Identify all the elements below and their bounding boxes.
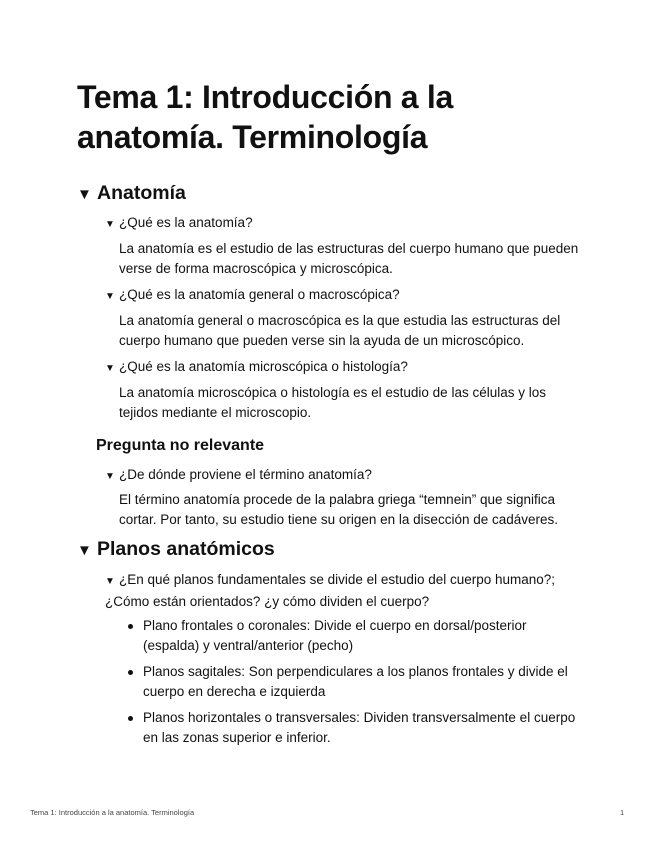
question-text: ¿Qué es la anatomía microscópica o histología? <box>119 359 408 374</box>
bullet-icon <box>128 670 133 675</box>
section-heading-anatomia[interactable] <box>77 181 186 207</box>
page-title: Tema 1: Introducción a la anatomía. Terminología <box>77 79 453 155</box>
list-item <box>143 616 583 656</box>
toggle-question[interactable] <box>105 465 372 487</box>
answer-text: La anatomía microscópica o histología es el estudio de las células y los tejidos mediante el microscopio. <box>119 385 546 420</box>
list-item-text: Planos sagitales: Son perpendiculares a los planos frontales y divide el cuerpo en derecha e izquierda <box>143 664 568 699</box>
question-text: ¿De dónde proviene el término anatomía? <box>119 467 372 482</box>
subsection-heading-no-relevante: Pregunta no relevante <box>96 437 265 454</box>
toggle-triangle-icon[interactable]: ▼ <box>105 291 115 302</box>
toggle-question[interactable] <box>105 570 585 612</box>
bullet-icon <box>128 716 133 721</box>
list-item-text: Plano frontales o coronales: Divide el cuerpo en dorsal/posterior (espalda) y ventral/anterior (pecho) <box>143 618 527 653</box>
question-text: ¿Qué es la anatomía? <box>119 215 253 230</box>
toggle-triangle-icon[interactable]: ▼ <box>105 363 115 374</box>
section-heading-planos[interactable] <box>77 537 275 563</box>
answer-text: El término anatomía procede de la palabra griega “temnein” que significa cortar. Por tanto, su estudio tiene su origen en la disección de cadáveres. <box>119 492 559 527</box>
toggle-question[interactable] <box>105 285 400 307</box>
answer-text: La anatomía general o macroscópica es la que estudia las estructuras del cuerpo humano que pueden verse sin la ayuda de un microscópico. <box>119 313 561 348</box>
toggle-triangle-icon[interactable]: ▼ <box>77 542 92 559</box>
page-number: 1 <box>620 808 625 817</box>
answer-text: La anatomía es el estudio de las estructuras del cuerpo humano que pueden verse de forma macroscópica y microscópica. <box>119 241 579 276</box>
bullet-icon <box>128 624 133 629</box>
section-heading-label: Planos anatómicos <box>97 538 275 560</box>
question-text: ¿En qué planos fundamentales se divide el estudio del cuerpo humano?; ¿Cómo están orientados? ¿y cómo dividen el cuerpo? <box>105 572 556 609</box>
toggle-triangle-icon[interactable]: ▼ <box>77 186 92 203</box>
toggle-question[interactable] <box>105 357 408 379</box>
question-text: ¿Qué es la anatomía general o macroscópica? <box>119 287 400 302</box>
section-heading-label: Anatomía <box>97 182 186 204</box>
toggle-triangle-icon[interactable]: ▼ <box>105 576 115 587</box>
footer-title: Tema 1: Introducción a la anatomía. Terminología <box>30 808 195 817</box>
list-item-text: Planos horizontales o transversales: Dividen transversalmente el cuerpo en las zonas superior e inferior. <box>143 710 576 745</box>
toggle-question[interactable] <box>105 213 253 235</box>
toggle-triangle-icon[interactable]: ▼ <box>105 471 115 482</box>
list-item <box>143 708 583 748</box>
toggle-triangle-icon[interactable]: ▼ <box>105 219 115 230</box>
list-item <box>143 662 583 702</box>
